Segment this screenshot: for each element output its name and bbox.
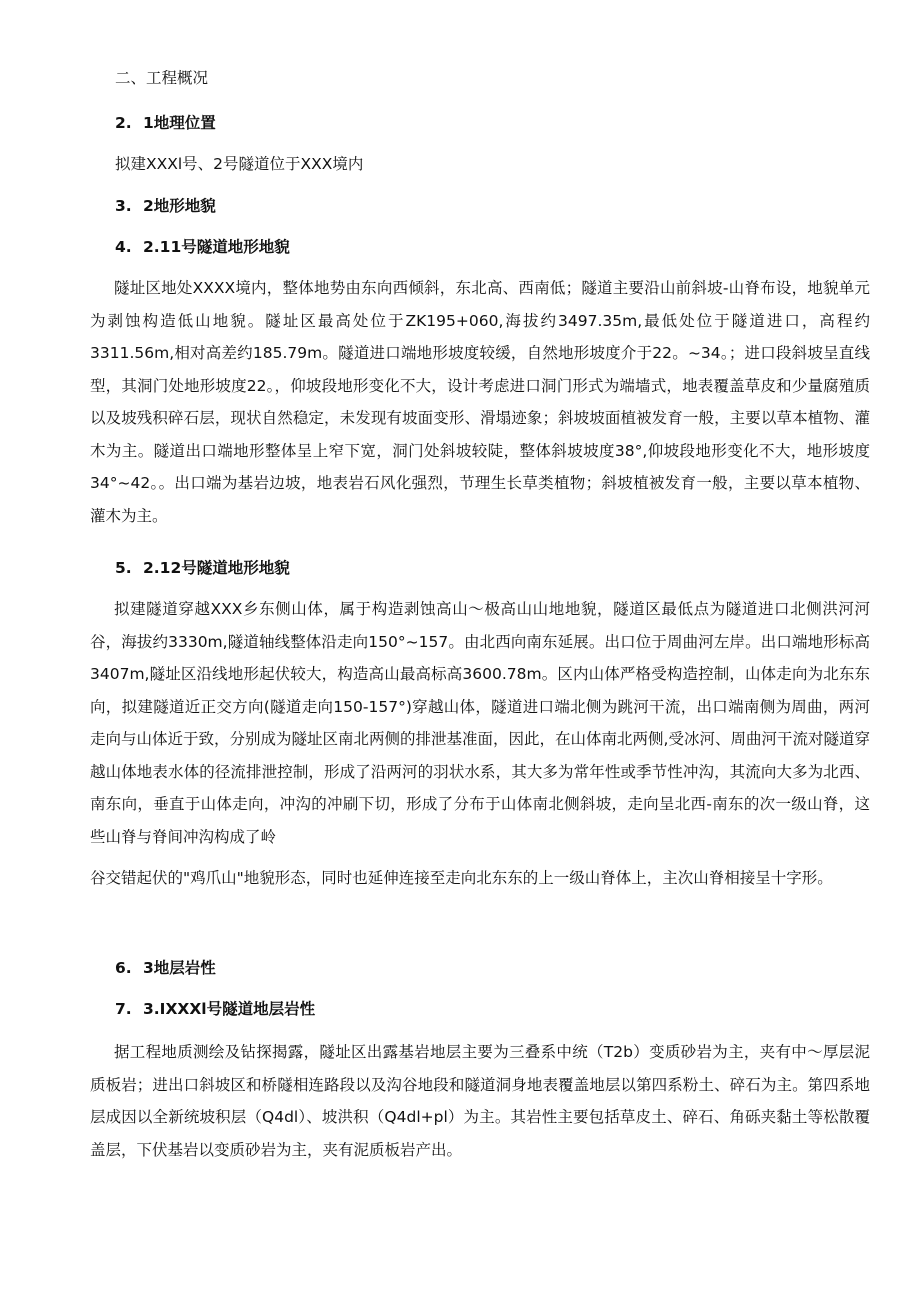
heading-tunnel1-terrain [115, 236, 290, 258]
heading-stratum-lithology [115, 957, 216, 979]
paragraph-tunnel2-terrain-continued: 谷交错起伏的"鸡爪山"地貌形态，同时也延伸连接至走向北东东的上一级山脊体上，主次山脊相接呈十字形。 [90, 869, 833, 887]
heading-number: 5. [115, 559, 132, 577]
heading-text: 3.IXXXl号隧道地层岩性 [143, 1000, 316, 1018]
paragraph-tunnel1-lithology: 据工程地质测绘及钻探揭露，隧址区出露基岩地层主要为三叠系中统（T2b）变质砂岩为主，夹有中～厚层泥质板岩；进出口斜坡区和桥隧相连路段以及沟谷地段和隧道洞身地表覆盖地层以第四系粉土、碎石为主。第四系地层成因以全新统坡积层（Q4dl）、坡洪积（Q4dl+pl）为主。其岩性主要包括草皮土、碎石、角砾夹黏土等松散覆盖层，下伏基岩以变质砂岩为主，夹有泥质板岩产出。 [90, 1043, 870, 1159]
heading-text: 2地形地貌 [143, 197, 216, 215]
location-text: 拟建XXXl号、2号隧道位于XXX境内 [115, 155, 364, 173]
heading-text: 3地层岩性 [143, 959, 216, 977]
heading-text: 1地理位置 [143, 114, 216, 132]
heading-number: 3. [115, 197, 132, 215]
heading-terrain [115, 195, 216, 217]
heading-tunnel2-terrain [115, 557, 290, 579]
heading-number: 7. [115, 1000, 132, 1018]
heading-text: 2.12号隧道地形地貌 [143, 559, 290, 577]
paragraph-tunnel1-terrain: 隧址区地处XXXX境内，整体地势由东向西倾斜，东北高、西南低；隧道主要沿山前斜坡-山脊布设，地貌单元为剥蚀构造低山地貌。隧址区最高处位于ZK195+060,海拔约3497.35m,最低处位于隧道进口，高程约3311.56m,相对高差约185.79m。隧道进口端地形坡度较缓，自然地形坡度介于22。~34。；进口段斜坡呈直线型，其洞门处地形坡度22。，仰坡段地形变化不大，设计考虑进口洞门形式为端墙式，地表覆盖草皮和少量腐殖质以及坡残积碎石层，现状自然稳定，未发现有坡面变形、滑塌迹象；斜坡坡面植被发育一般，主要以草本植物、灌木为主。隧道出口端地形整体呈上窄下宽，洞门处斜坡较陡，整体斜坡坡度38°,仰坡段地形变化不大，地形坡度34°~42。。出口端为基岩边坡，地表岩石风化强烈，节理生长草类植物；斜坡植被发育一般，主要以草本植物、灌木为主。 [90, 279, 870, 525]
heading-number: 6. [115, 959, 132, 977]
heading-tunnel1-lithology [115, 998, 315, 1020]
heading-geographic-location [115, 112, 216, 134]
section-title: 二、工程概况 [115, 69, 209, 87]
heading-number: 4. [115, 238, 132, 256]
heading-number: 2. [115, 114, 132, 132]
paragraph-tunnel2-terrain: 拟建隧道穿越XXX乡东侧山体，属于构造剥蚀高山～极高山山地地貌，隧道区最低点为隧道进口北侧洪河河谷，海拔约3330m,隧道轴线整体沿走向150°~157。由北西向南东延展。出口位于周曲河左岸。出口端地形标高3407m,隧址区沿线地形起伏较大，构造高山最高标高3600.78m。区内山体严格受构造控制，山体走向为北东东向，拟建隧道近正交方向(隧道走向150-157°)穿越山体，隧道进口端北侧为跳河干流，出口端南侧为周曲，两河走向与山体近于致，分别成为隧址区南北两侧的排泄基准面，因此，在山体南北两侧,受冰河、周曲河干流对隧道穿越山体地表水体的径流排泄控制，形成了沿两河的羽状水系，其大多为常年性或季节性冲沟，其流向大多为北西、南东向，垂直于山体走向，冲沟的冲刷下切，形成了分布于山体南北侧斜坡，走向呈北西-南东的次一级山脊，这些山脊与脊间冲沟构成了岭 [90, 600, 870, 846]
heading-text: 2.11号隧道地形地貌 [143, 238, 290, 256]
